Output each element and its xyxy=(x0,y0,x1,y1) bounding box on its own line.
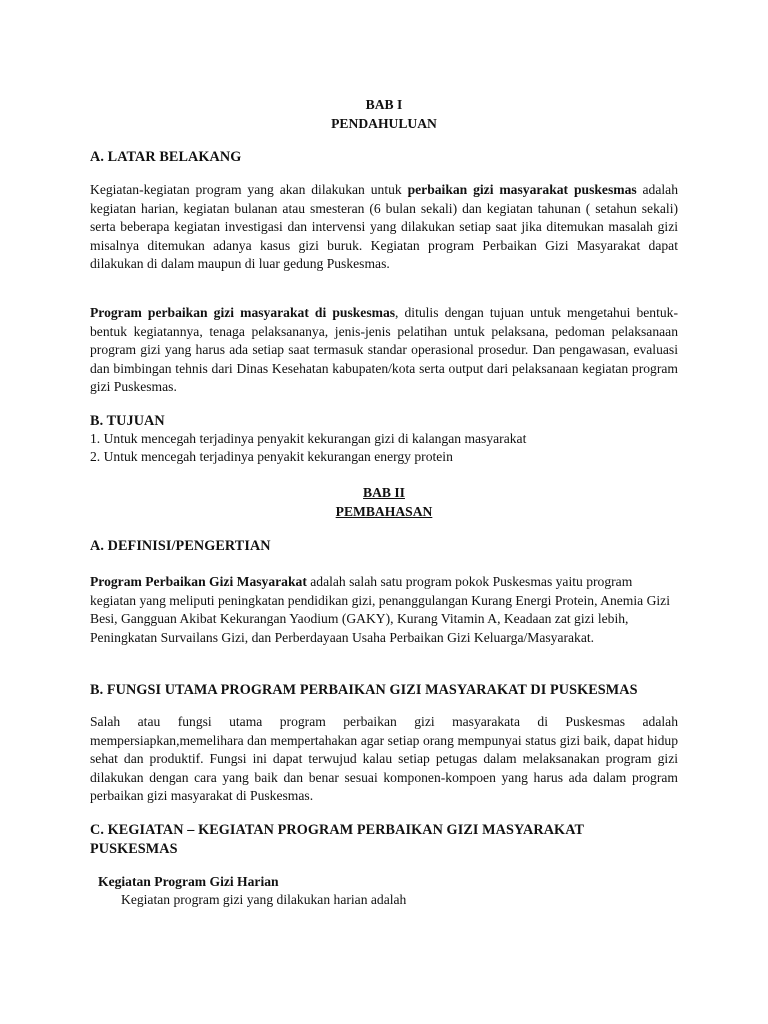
kegiatan-sub-text: Kegiatan program gizi yang dilakukan harian adalah xyxy=(121,892,407,907)
latar-p2-bold: Program perbaikan gizi masyarakat di puskesmas xyxy=(90,305,396,320)
tujuan-heading: B. TUJUAN xyxy=(90,413,165,429)
definisi-bold: Program Perbaikan Gizi Masyarakat xyxy=(90,574,307,589)
fungsi-heading: B. FUNGSI UTAMA PROGRAM PERBAIKAN GIZI MASYARAKAT DI PUSKESMAS xyxy=(90,682,638,698)
bab2-title: BAB II xyxy=(363,485,405,500)
fungsi-paragraph: Salah atau fungsi utama program perbaikan gizi masyarakata di Puskesmas adalah mempersiapkan,memelihara dan mempertahakan agar setiap orang mempunyai status gizi baik, dapat hidup sehat dan produktif. Fungsi ini dapat terwujud kalau setiap petugas dalam melaksanakan program gizi dilakukan dengan cara yang baik dan benar sesuai komponen-kompoen yang harus ada dalam program perbaikan gizi masyarakat di Puskesmas. xyxy=(90,714,678,803)
kegiatan-sub-heading: Kegiatan Program Gizi Harian xyxy=(98,874,279,889)
tujuan-item-1: 1. Untuk mencegah terjadinya penyakit kekurangan gizi di kalangan masyarakat xyxy=(90,431,527,446)
latar-p1-rest: adalah kegiatan harian, kegiatan bulanan atau smesteran (6 bulan sekali) dan kegiatan tahunan ( setahun sekali) serta beberapa kegiatan investigasi dan intervensi yang dilakukan setiap saat jika ditemukan masalah gizi misalnya ditemukan adanya kasus gizi buruk. Kegiatan program Perbaikan Gizi Masyarakat dapat dilakukan di dalam maupun di luar gedung Puskesmas. xyxy=(90,182,678,271)
definisi-heading: A. DEFINISI/PENGERTIAN xyxy=(90,538,271,554)
latar-paragraph-1 xyxy=(90,181,678,274)
latar-p1-bold: perbaikan gizi masyarakat puskesmas xyxy=(407,182,637,197)
bab1-header xyxy=(90,96,678,133)
latar-paragraph-2 xyxy=(90,304,678,397)
definisi-paragraph xyxy=(90,573,678,647)
latar-p1-text: Kegiatan-kegiatan program yang akan dilakukan untuk xyxy=(90,182,408,197)
tujuan-item-2: 2. Untuk mencegah terjadinya penyakit kekurangan energy protein xyxy=(90,449,453,464)
latar-p2-rest: , ditulis dengan tujuan untuk mengetahui bentuk-bentuk kegiatannya, tenaga pelaksananya, jenis-jenis pelatihan untuk pelaksana, pedoman pelaksanaan program gizi yang harus ada setiap saat termasuk standar operasional prosedur. Dan pengawasan, evaluasi dan bimbingan tehnis dari Dinas Kesehatan kabupaten/kota serta output dari pelaksanaan kegiatan program gizi Puskesmas. xyxy=(90,305,678,394)
definisi-rest: adalah salah satu program pokok Puskesmas yaitu program kegiatan yang meliputi peningkatan pendidikan gizi, penanggulangan Kurang Energi Protein, Anemia Gizi Besi, Gangguan Akibat Kekurangan Yaodium (GAKY), Kurang Vitamin A, Keadaan zat gizi lebih, Peningkatan Survailans Gizi, dan Perberdayaan Usaha Perbaikan Gizi Keluarga/Masyarakat. xyxy=(90,574,670,645)
bab1-title: BAB I xyxy=(365,97,403,112)
latar-heading: A. LATAR BELAKANG xyxy=(90,149,242,165)
bab1-subtitle: PENDAHULUAN xyxy=(331,115,437,131)
kegiatan-heading: C. KEGIATAN – KEGIATAN PROGRAM PERBAIKAN GIZI MASYARAKAT PUSKESMAS xyxy=(90,822,584,857)
bab2-subtitle: PEMBAHASAN xyxy=(335,503,433,519)
bab2-header xyxy=(90,484,678,521)
